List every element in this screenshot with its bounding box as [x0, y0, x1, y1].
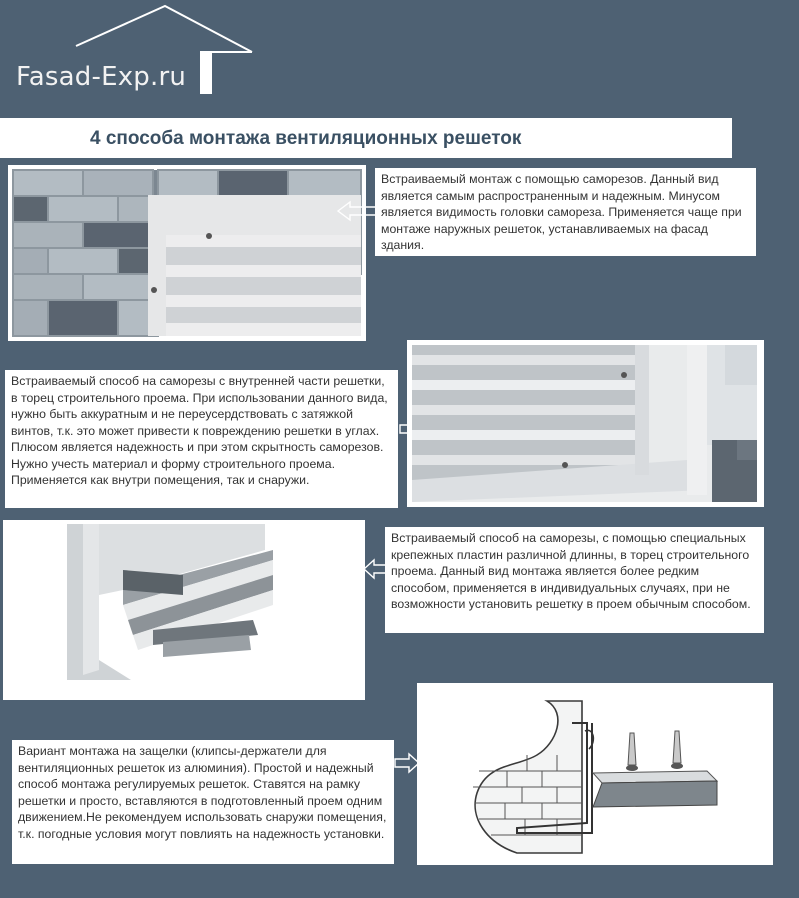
- method-2-description: Встраиваемый способ на саморезы с внутренней части решетки, в торец строительного проема. При использовании данного вида, нужно быть аккуратным и не переусердствовать с затяжкой винтов, т.к. это может привести к повреждению решетки в углах. Плюсом является надежность и при этом скрытность саморезов. Нужно учесть материал и форму строительного проема. Применяется как внутри помещения, так и снаружи.: [5, 370, 398, 508]
- method-1-description: Встраиваемый монтаж с помощью саморезов. Данный вид является самым распространенным и надежным. Минусом является видимость головки самореза. Применяется чаще при монтаже наружных решеток, устанавливаемых на фасад здания.: [375, 168, 756, 256]
- method-1-arrow-icon: [336, 200, 378, 222]
- site-logo[interactable]: Fasad-Exp.ru: [16, 62, 187, 92]
- method-3-description: Встраиваемый способ на саморезы, с помощью специальных крепежных пластин различной длинны, в торец строительного проема. Данный вид монтажа является более редким способом, применяется в индивидуальных случаях, при не возможности установить решетку в проем обычным способом.: [385, 527, 764, 633]
- method-1-image: [8, 165, 366, 341]
- method-2-image: [407, 340, 764, 507]
- page-title: 4 способа монтажа вентиляционных решеток: [90, 128, 522, 149]
- method-4-description: Вариант монтажа на защелки (клипсы-держатели для вентиляционных решеток из алюминия). Простой и надежный способ монтажа регулируемых решеток. Ставятся на рамку решетки и просто, вставляются в подготовленный проем одним движением.Не рекомендуем использовать снаружи помещения, т.к. погодные условия могут повлиять на надежность установки.: [12, 740, 394, 864]
- method-3-image: [3, 520, 365, 700]
- method-4-image: [417, 683, 773, 865]
